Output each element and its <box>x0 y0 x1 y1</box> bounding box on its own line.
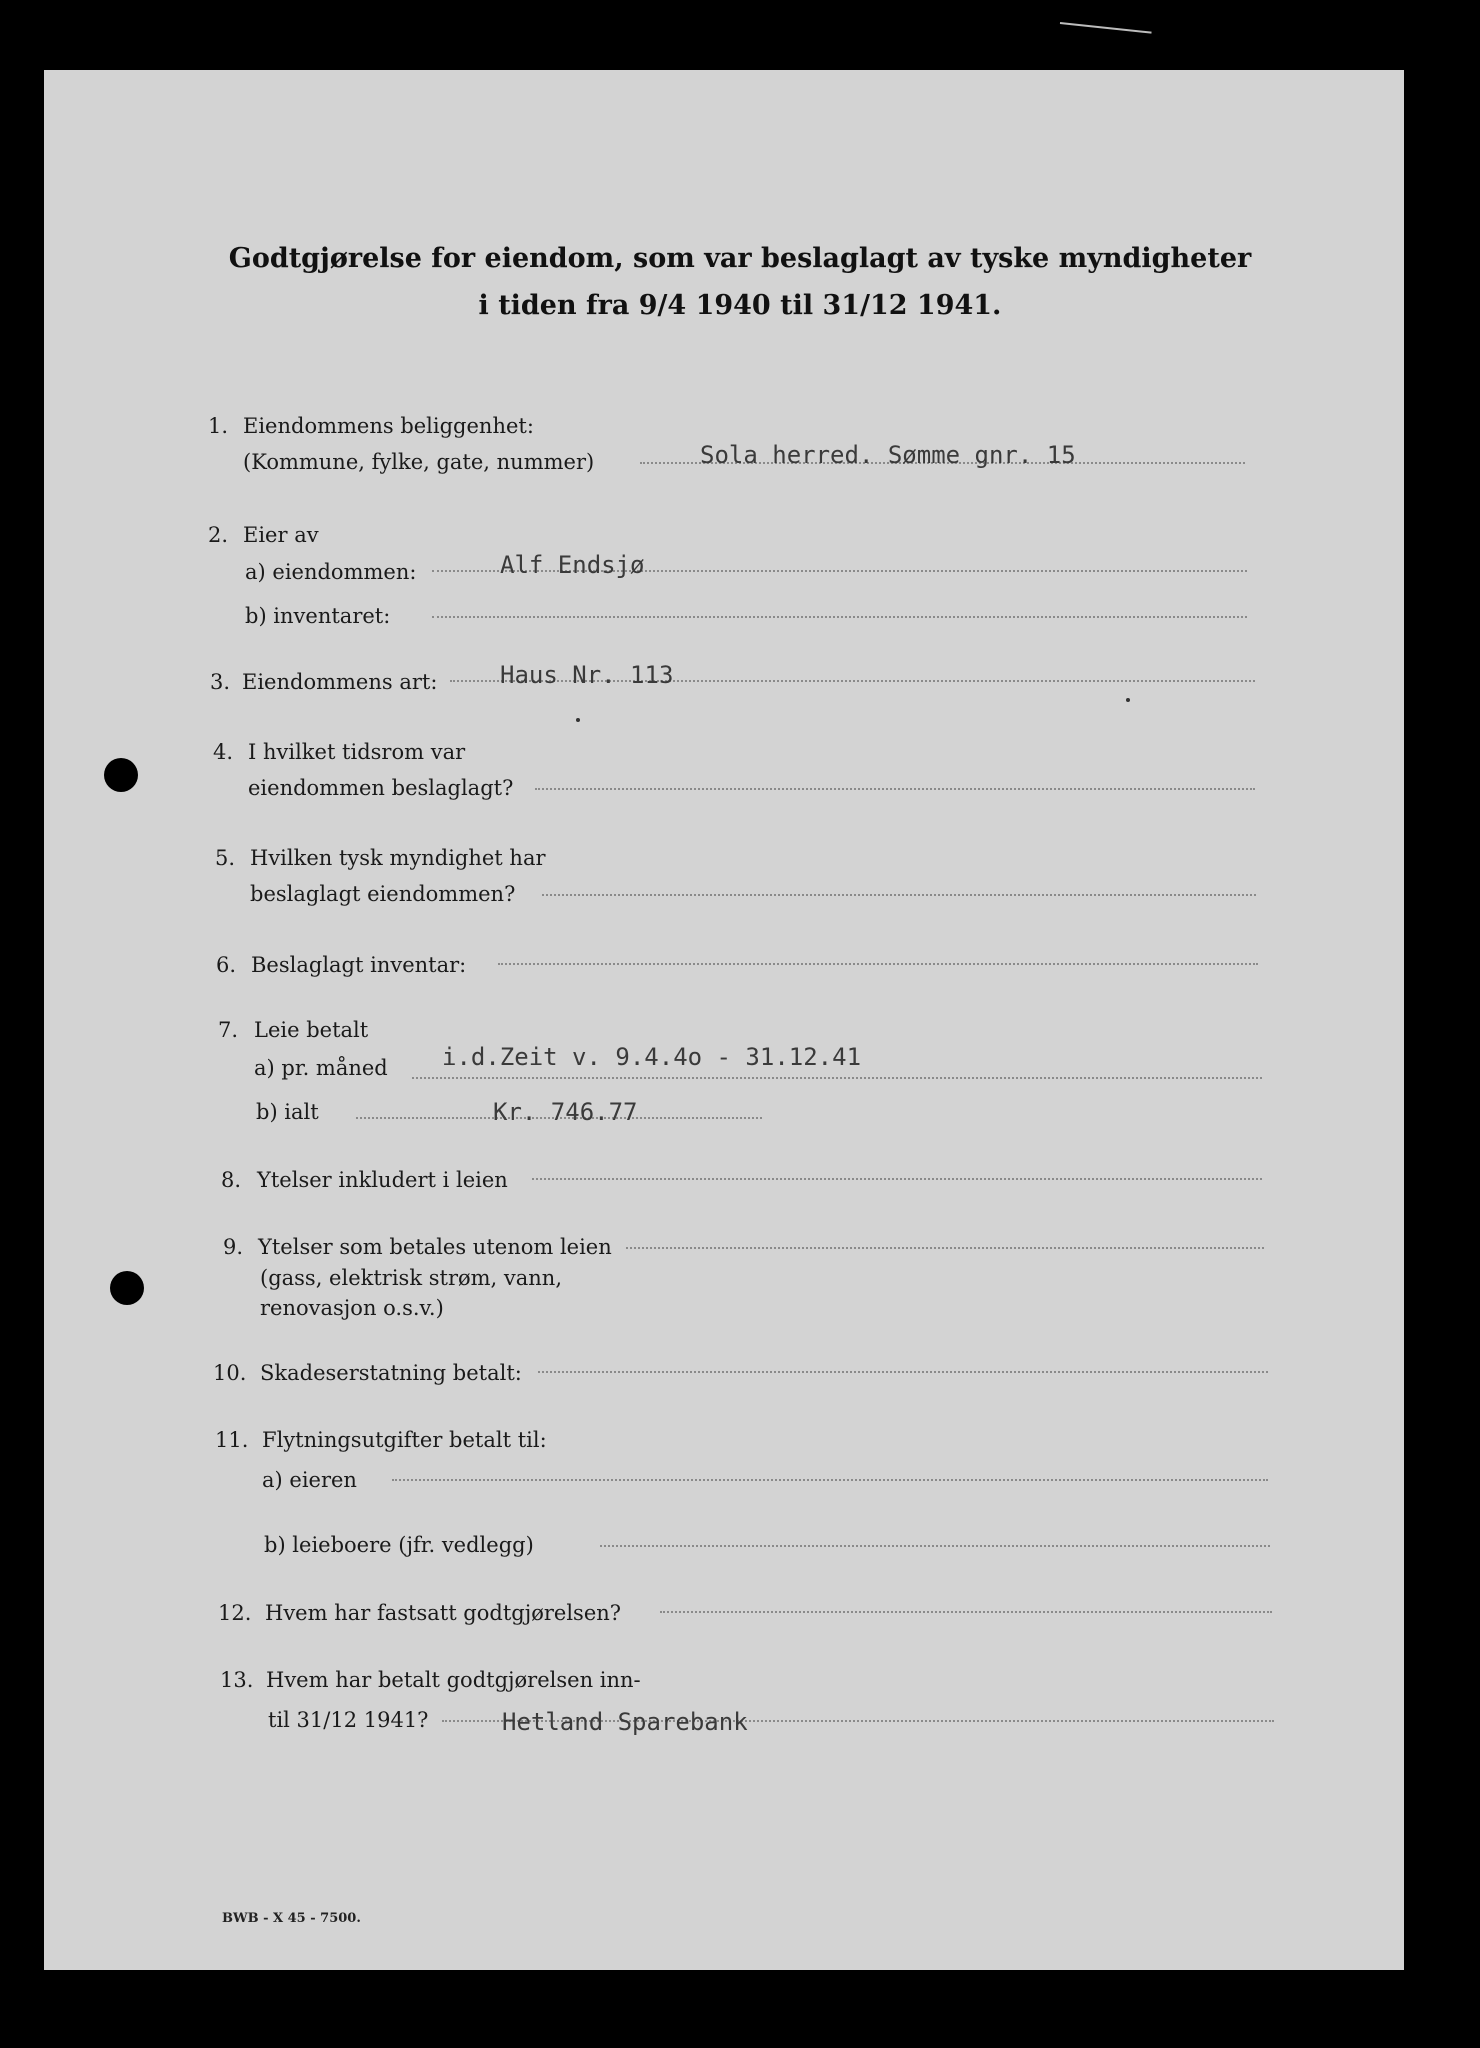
item-1-number: 1. <box>208 414 229 438</box>
item-7a-value: i.d.Zeit v. 9.4.4o - 31.12.41 <box>442 1043 862 1071</box>
item-10-answer-line <box>538 1371 1268 1373</box>
item-6-answer-line <box>498 963 1258 965</box>
item-9-label: Ytelser som betales utenom leien <box>258 1235 612 1259</box>
item-11a-answer-line <box>392 1479 1268 1481</box>
item-11-label: Flytningsutgifter betalt til: <box>262 1428 547 1452</box>
item-6-label: Beslaglagt inventar: <box>251 953 467 977</box>
item-7b-value: Kr. 746.77 <box>493 1098 638 1126</box>
item-5-label: Hvilken tysk myndighet har <box>250 846 546 870</box>
item-2b-answer-line <box>432 616 1247 618</box>
item-13-sublabel: til 31/12 1941? <box>268 1708 429 1732</box>
item-5-answer-line <box>542 894 1256 896</box>
item-2-number: 2. <box>208 523 229 547</box>
print-code-footer: BWB - X 45 - 7500. <box>222 1911 361 1926</box>
item-2-label: Eier av <box>243 523 319 547</box>
punch-hole-top <box>104 758 138 792</box>
item-2b-label: b) inventaret: <box>245 604 391 628</box>
form-title-line-2: i tiden fra 9/4 1940 til 31/12 1941. <box>478 290 1002 321</box>
paper-speck <box>576 718 580 722</box>
form-title-line-1: Godtgjørelse for eiendom, som var beslaglagt av tyske myndigheter <box>228 243 1252 274</box>
item-9-answer-line <box>626 1247 1264 1249</box>
item-9-number: 9. <box>223 1235 244 1259</box>
item-4-number: 4. <box>213 740 234 764</box>
item-8-number: 8. <box>221 1168 242 1192</box>
item-1-value: Sola herred. Sømme gnr. 15 <box>700 441 1076 469</box>
item-13-label: Hvem har betalt godtgjørelsen inn- <box>266 1668 641 1692</box>
item-7a-answer-line <box>412 1077 1262 1079</box>
item-1-label: Eiendommens beliggenhet: <box>243 414 534 438</box>
item-11a-label: a) eieren <box>262 1468 357 1492</box>
item-7b-label: b) ialt <box>256 1100 319 1124</box>
item-11b-label: b) leieboere (jfr. vedlegg) <box>264 1533 534 1557</box>
item-12-number: 12. <box>218 1601 252 1625</box>
item-5-sublabel: beslaglagt eiendommen? <box>250 882 516 906</box>
item-4-sublabel: eiendommen beslaglagt? <box>248 776 514 800</box>
item-13-number: 13. <box>220 1668 254 1692</box>
item-8-answer-line <box>532 1178 1262 1180</box>
item-12-answer-line <box>660 1611 1272 1613</box>
item-3-label: Eiendommens art: <box>242 670 438 694</box>
item-11-number: 11. <box>215 1428 249 1452</box>
item-10-label: Skadeserstatning betalt: <box>260 1361 522 1385</box>
item-4-answer-line <box>535 788 1255 790</box>
item-2a-value: Alf Endsjø <box>500 551 645 579</box>
item-7-number: 7. <box>218 1018 239 1042</box>
item-8-label: Ytelser inkludert i leien <box>257 1168 508 1192</box>
item-11b-answer-line <box>600 1545 1270 1547</box>
item-4-label: I hvilket tidsrom var <box>248 740 466 764</box>
item-13-value: Hetland Sparebank <box>502 1708 748 1736</box>
item-7a-label: a) pr. måned <box>254 1056 388 1080</box>
item-9-sublabel-1: (gass, elektrisk strøm, vann, <box>260 1266 562 1290</box>
item-3-value: Haus Nr. 113 <box>500 661 674 689</box>
punch-hole-bottom <box>110 1271 144 1305</box>
item-9-sublabel-2: renovasjon o.s.v.) <box>260 1296 444 1320</box>
item-1-sublabel: (Kommune, fylke, gate, nummer) <box>243 450 595 474</box>
item-3-number: 3. <box>210 670 231 694</box>
pen-stroke-mark <box>1060 22 1152 34</box>
paper-speck <box>1126 698 1130 702</box>
item-5-number: 5. <box>215 846 236 870</box>
item-6-number: 6. <box>216 953 237 977</box>
item-2a-label: a) eiendommen: <box>245 560 417 584</box>
item-10-number: 10. <box>213 1361 247 1385</box>
item-7-label: Leie betalt <box>254 1018 369 1042</box>
item-12-label: Hvem har fastsatt godtgjørelsen? <box>265 1601 622 1625</box>
